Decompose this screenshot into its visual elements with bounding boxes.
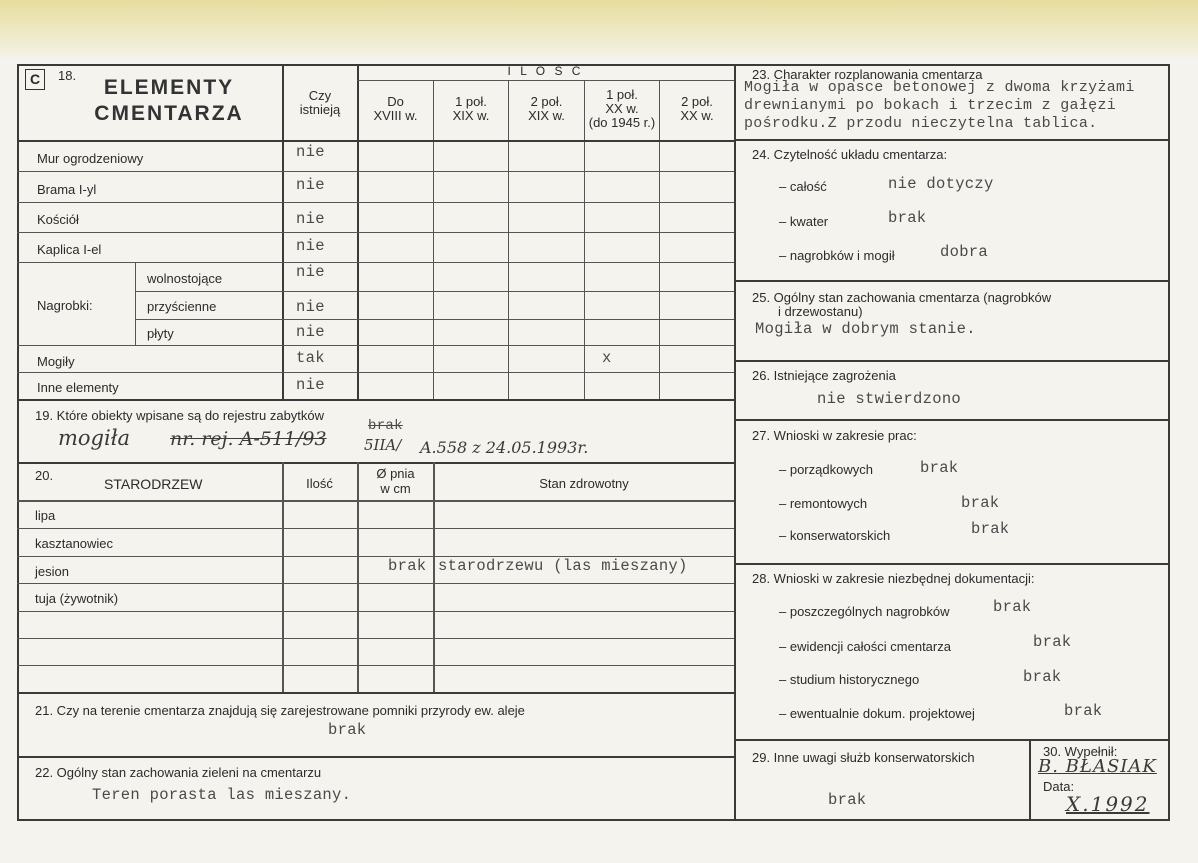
value-przyscienne: nie	[296, 298, 325, 316]
value-plyty: nie	[296, 323, 325, 341]
s28-item-4-value: brak	[1064, 702, 1103, 720]
s28-item-4-label: – ewentualnie dokum. projektowej	[779, 706, 975, 721]
value-mur: nie	[296, 143, 325, 161]
section-22-value: Teren porasta las mieszany.	[92, 786, 352, 804]
s20-row-3	[17, 583, 734, 584]
col-line-5	[659, 80, 660, 400]
s27-konserwatorskich-label: – konserwatorskich	[779, 528, 891, 543]
s23-bottom	[735, 139, 1170, 141]
paper-top-stain	[0, 0, 1198, 60]
section-20-stan: Stan zdrowotny	[539, 476, 629, 491]
s24-nagrobkow-label: – nagrobków i mogił	[779, 248, 895, 263]
section-19-strike: brak	[368, 418, 403, 434]
tree-tuja: tuja (żywotnik)	[35, 591, 119, 606]
col-header-1pol-xix: 1 poł. XIX w.	[452, 94, 490, 123]
section-24-label: 24. Czytelność układu cmentarza:	[752, 147, 948, 162]
col-header-2pol-xx: 2 poł. XX w.	[680, 94, 714, 123]
row-label-kaplica: Kaplica I-el	[37, 242, 102, 257]
section-28-label: 28. Wnioski w zakresie niezbędnej dokumentacji:	[752, 571, 1035, 586]
section-20-number: 20.	[35, 468, 54, 483]
tree-lipa: lipa	[35, 508, 56, 523]
section-26-value: nie stwierdzono	[817, 390, 962, 408]
tree-kasztanowiec: kasztanowiec	[35, 536, 114, 551]
s28-item-3-value: brak	[1023, 668, 1062, 686]
section-18-number: 18.	[58, 68, 77, 83]
s27-porzadkowych-value: brak	[920, 459, 959, 477]
s28-item-2-label: – ewidencji całości cmentarza	[779, 639, 951, 654]
section-25-label-2: i drzewostanu)	[778, 304, 863, 319]
tree-jesion: jesion	[35, 564, 69, 579]
s24-calosc-value: nie dotyczy	[888, 175, 994, 193]
s20-bottom	[17, 692, 734, 694]
s20-header-bottom	[17, 500, 734, 502]
section-29-label: 29. Inne uwagi służb konserwatorskich	[752, 750, 975, 765]
section-30-label: 30. Wypełnił:	[1043, 744, 1118, 759]
row-line-7	[17, 345, 734, 346]
s20-row-4	[17, 611, 734, 612]
section-19-hand-1: mogiła	[58, 426, 131, 450]
col-header-1pol-xx: 1 poł. XX w. (do 1945 r.)	[588, 87, 656, 130]
section-30-signature: B. BŁASIAK	[1038, 756, 1157, 777]
value-wolnostojace: nie	[296, 263, 325, 281]
section-18-title-line1: ELEMENTY	[103, 76, 235, 99]
row-line-1	[17, 171, 734, 172]
row-line-4	[17, 262, 734, 263]
row-label-mogily: Mogiły	[37, 354, 75, 369]
frame-middle	[734, 64, 736, 821]
s28-item-1-value: brak	[993, 598, 1032, 616]
ilosc-underline	[357, 80, 734, 81]
section-26-label: 26. Istniejące zagrożenia	[752, 368, 896, 383]
section-20-title: STARODRZEW	[104, 476, 203, 492]
s24-calosc-label: – całość	[779, 179, 827, 194]
section-22-label: 22. Ogólny stan zachowania zieleni na cmentarzu	[35, 765, 322, 780]
s19-bottom	[17, 462, 734, 464]
s27-porzadkowych-label: – porządkowych	[779, 462, 873, 477]
s28-item-1-label: – poszczególnych nagrobków	[779, 604, 950, 619]
s18-bottom	[17, 399, 734, 401]
section-19-hand-3: 5IIA/	[364, 436, 402, 454]
czy-istnieja-line2: istnieją	[299, 102, 341, 117]
value-mogily-mark: x	[602, 349, 612, 367]
nagrobki-divider	[135, 262, 136, 345]
row-line-2	[17, 202, 734, 203]
s28-item-3-label: – studium historycznego	[779, 672, 920, 687]
row-line-5	[135, 291, 734, 292]
row-label-brama: Brama I-yl	[37, 182, 97, 197]
s26-bottom	[735, 419, 1170, 421]
col-line-2	[433, 80, 434, 400]
section-30-data-label: Data:	[1043, 779, 1075, 794]
section-27-label: 27. Wnioski w zakresie prac:	[752, 428, 917, 443]
s27-bottom	[735, 563, 1170, 565]
s20-row-6	[17, 665, 734, 666]
s24-bottom	[735, 280, 1170, 282]
frame-right	[1168, 64, 1170, 821]
section-23-line-2: drewnianymi po bokach i trzecim z gałęzi	[744, 97, 1117, 114]
value-mogily: tak	[296, 349, 325, 367]
row-line-6	[135, 319, 734, 320]
row-label-nagrobki: Nagrobki:	[37, 298, 93, 313]
s25-bottom	[735, 360, 1170, 362]
ilosc-header: I L O Ś Ć	[507, 64, 584, 78]
section-20-ilosc: Ilość	[306, 476, 333, 491]
section-23-line-1: Mogiła w opasce betonowej z dwoma krzyżami	[744, 79, 1135, 96]
value-kaplica: nie	[296, 237, 325, 255]
row-label-mur: Mur ogrodzeniowy	[37, 151, 144, 166]
s24-kwater-label: – kwater	[779, 214, 829, 229]
s20-row-5	[17, 638, 734, 639]
section-21-value: brak	[328, 721, 367, 739]
s28-item-2-value: brak	[1033, 633, 1072, 651]
s29-s30-divider	[1029, 739, 1031, 821]
czy-istnieja-line1: Czy	[308, 88, 332, 103]
section-25-label-1: 25. Ogólny stan zachowania cmentarza (nagrobków	[752, 290, 1052, 305]
row-sub-wolnostojace: wolnostojące	[147, 271, 223, 286]
s20-note-b: starodrzewu (las mieszany)	[438, 557, 688, 575]
section-19-hand-4: A.558 z 24.05.1993r.	[420, 438, 589, 457]
row-label-kosciol: Kościół	[37, 212, 79, 227]
section-25-value: Mogiła w dobrym stanie.	[755, 320, 976, 338]
s20-row-1	[17, 528, 734, 529]
col-header-do: Do XVIII w.	[373, 94, 418, 123]
frame-left	[17, 64, 19, 821]
section-18-title-line2: CMENTARZA	[94, 102, 244, 125]
row-sub-przyscienne: przyścienne	[147, 299, 217, 314]
s20-col-1	[282, 462, 284, 692]
s20-note-a: brak	[388, 557, 427, 575]
s28-bottom	[735, 739, 1170, 741]
row-line-8	[17, 372, 734, 373]
section-20-pnia: Ø pnia w cm	[376, 466, 415, 496]
row-sub-plyty: płyty	[147, 326, 174, 341]
s27-remontowych-value: brak	[961, 494, 1000, 512]
s20-col-2	[357, 462, 359, 692]
s18-header-bottom	[17, 140, 734, 142]
value-brama: nie	[296, 176, 325, 194]
s27-konserwatorskich-value: brak	[971, 520, 1010, 538]
s24-kwater-value: brak	[888, 209, 927, 227]
col-header-2pol-xix: 2 poł. XIX w.	[528, 94, 565, 123]
s27-remontowych-label: – remontowych	[779, 496, 868, 511]
section-letter-box: C	[25, 69, 45, 90]
section-29-value: brak	[828, 791, 867, 809]
frame-bottom	[17, 819, 1170, 821]
section-30-date: X.1992	[1066, 792, 1150, 816]
value-inne: nie	[296, 376, 325, 394]
section-23-label: 23. Charakter rozplanowania cmentarza	[752, 67, 983, 82]
section-21-label: 21. Czy na terenie cmentarza znajdują się zarejestrowane pomniki przyrody ew. aleje	[35, 703, 525, 718]
section-19-hand-2: nr. rej. A-511/93	[170, 428, 327, 450]
col-line-3	[508, 80, 509, 400]
s24-nagrobkow-value: dobra	[940, 243, 989, 261]
section-19-label: 19. Które obiekty wpisane są do rejestru zabytków	[35, 408, 325, 423]
section-23-line-3: pośrodku.Z przodu nieczytelna tablica.	[744, 115, 1098, 132]
row-line-3	[17, 232, 734, 233]
s21-bottom	[17, 756, 734, 758]
s20-col-3	[433, 462, 435, 692]
row-label-inne: Inne elementy	[37, 380, 119, 395]
value-kosciol: nie	[296, 210, 325, 228]
